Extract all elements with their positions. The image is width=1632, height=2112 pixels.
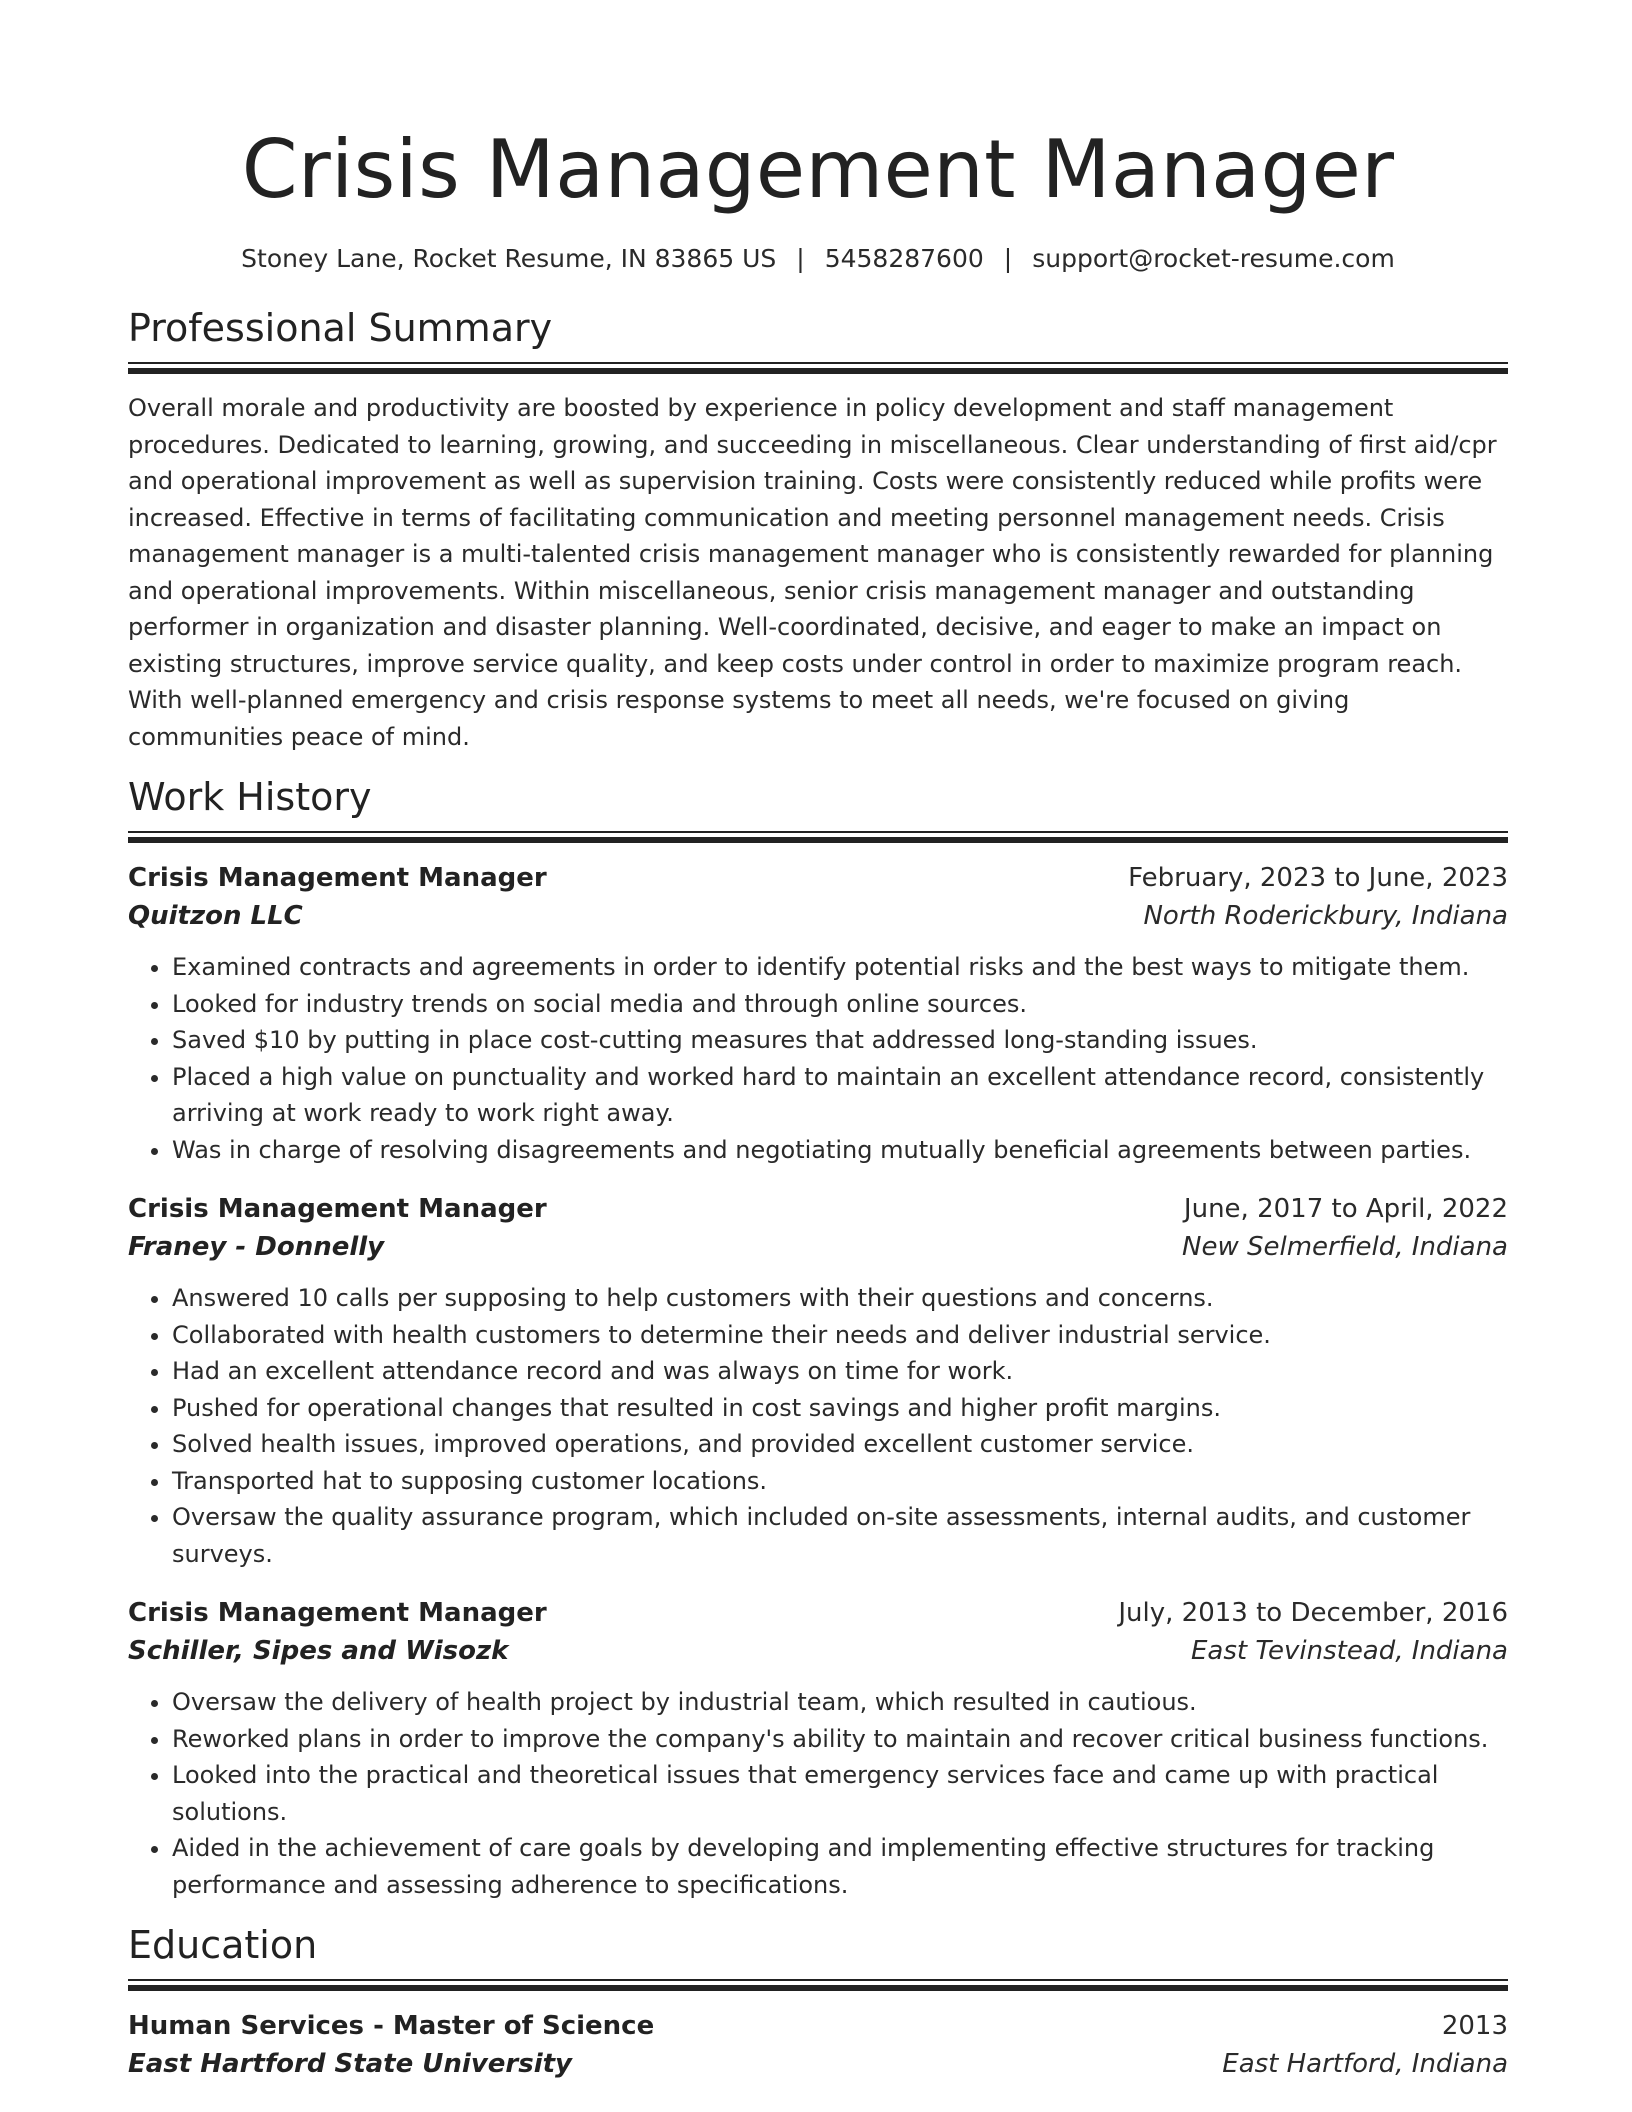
section-divider [128, 831, 1508, 843]
job-entry [128, 1190, 1508, 1572]
job-bullet: • Placed a high value on punctuality and worked hard to maintain an excellent attendance record, consistently arriving at work ready to work right away. [172, 1059, 1508, 1132]
contact-separator: | [796, 244, 805, 273]
job-dates: February, 2023 to June, 2023 [1128, 863, 1508, 893]
job-bullet: • Looked for industry trends on social media and through online sources. [172, 986, 1508, 1023]
job-bullet-list [128, 1280, 1508, 1572]
job-header-row [128, 1190, 1508, 1228]
job-bullet: • Pushed for operational changes that resulted in cost savings and higher profit margins. [172, 1390, 1508, 1427]
summary-section-title: Professional Summary [128, 306, 553, 350]
education-section-title: Education [128, 1923, 318, 1967]
section-divider [128, 1979, 1508, 1991]
job-location: New Selmerfield, Indiana [1182, 1232, 1508, 1262]
job-bullet: • Aided in the achievement of care goals by developing and implementing effective structures for tracking performance and assessing adherence to specifications. [172, 1830, 1508, 1903]
job-bullet: • Collaborated with health customers to determine their needs and deliver industrial service. [172, 1317, 1508, 1354]
education-school: East Hartford State University [128, 2049, 572, 2079]
education-subheader-row [128, 2045, 1508, 2083]
work-history-section-title: Work History [128, 775, 372, 819]
job-bullet: • Oversaw the delivery of health project by industrial team, which resulted in cautious. [172, 1684, 1508, 1721]
job-title: Crisis Management Manager [128, 863, 547, 893]
contact-separator: | [1003, 244, 1013, 273]
job-company: Franey - Donnelly [128, 1232, 385, 1262]
job-subheader-row [128, 897, 1508, 935]
summary-text: Overall morale and productivity are boosted by experience in policy development and staff management procedures. Dedicated to learning, growing, and succeeding in miscellaneous. Clear understanding of first aid/cpr and operational improvement as well as supervision training. Costs were consistently reduced while profits were increased. Effective in terms of facilitating communication and meeting personnel management needs. Crisis management manager is a multi-talented crisis management manager who is consistently rewarded for planning and operational improvements. Within miscellaneous, senior crisis management manager and outstanding performer in organization and disaster planning. Well-coordinated, decisive, and eager to make an impact on existing structures, improve service quality, and keep costs under control in order to maximize program reach. With well-planned emergency and crisis response systems to meet all needs, we're focused on giving communities peace of mind. [128, 394, 1497, 751]
job-title: Crisis Management Manager [128, 1194, 547, 1224]
contact-line [128, 242, 1508, 276]
job-company: Quitzon LLC [128, 901, 303, 931]
job-bullet: • Was in charge of resolving disagreements and negotiating mutually beneficial agreements between parties. [172, 1132, 1508, 1169]
job-title: Crisis Management Manager [128, 1598, 547, 1628]
education-location: East Hartford, Indiana [1222, 2049, 1508, 2079]
job-location: North Roderickbury, Indiana [1143, 901, 1508, 931]
job-location: East Tevinstead, Indiana [1190, 1636, 1508, 1666]
job-dates: June, 2017 to April, 2022 [1183, 1194, 1508, 1224]
job-bullet-list [128, 949, 1508, 1168]
summary-section [128, 304, 1508, 755]
contact-address: Stoney Lane, Rocket Resume, IN 83865 US [241, 244, 777, 273]
job-header-row [128, 1594, 1508, 1632]
education-entry [128, 2007, 1508, 2083]
education-section [128, 1921, 1508, 2083]
job-bullet: • Answered 10 calls per supposing to help customers with their questions and concerns. [172, 1280, 1508, 1317]
education-header-row [128, 2007, 1508, 2045]
job-entry [128, 1594, 1508, 1903]
job-bullet: • Reworked plans in order to improve the company's ability to maintain and recover critical business functions. [172, 1721, 1508, 1758]
job-entry [128, 859, 1508, 1168]
job-bullet-list [128, 1684, 1508, 1903]
job-header-row [128, 859, 1508, 897]
job-company: Schiller, Sipes and Wisozk [128, 1636, 509, 1666]
candidate-name: Crisis Management Manager [241, 123, 1395, 216]
job-bullet: • Saved $10 by putting in place cost-cutting measures that addressed long-standing issues. [172, 1022, 1508, 1059]
job-bullet: • Looked into the practical and theoretical issues that emergency services face and came up with practical solutions. [172, 1757, 1508, 1830]
job-dates: July, 2013 to December, 2016 [1118, 1598, 1508, 1628]
contact-phone: 5458287600 [824, 244, 984, 273]
section-divider [128, 362, 1508, 374]
job-bullet: • Oversaw the quality assurance program, which included on-site assessments, internal audits, and customer surveys. [172, 1499, 1508, 1572]
education-degree: Human Services - Master of Science [128, 2011, 655, 2041]
job-bullet: • Had an excellent attendance record and was always on time for work. [172, 1353, 1508, 1390]
job-bullet: • Examined contracts and agreements in order to identify potential risks and the best ways to mitigate them. [172, 949, 1508, 986]
job-bullet: • Solved health issues, improved operations, and provided excellent customer service. [172, 1426, 1508, 1463]
work-history-section [128, 773, 1508, 1903]
contact-email: support@rocket-resume.com [1032, 244, 1395, 273]
job-bullet: • Transported hat to supposing customer locations. [172, 1463, 1508, 1500]
resume-page [128, 120, 1508, 2083]
job-subheader-row [128, 1228, 1508, 1266]
job-subheader-row [128, 1632, 1508, 1670]
education-year: 2013 [1441, 2011, 1508, 2041]
